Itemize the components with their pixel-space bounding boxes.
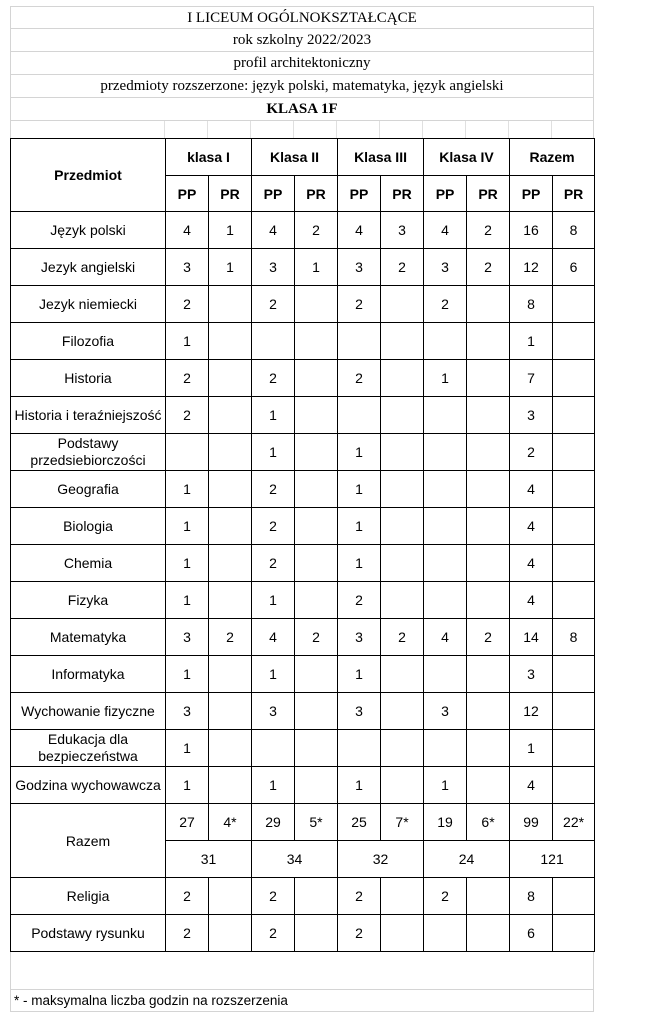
table-row — [11, 249, 595, 286]
hours-cell: 1 — [338, 434, 381, 471]
hours-cell — [209, 693, 252, 730]
total-hours-cell — [553, 730, 595, 767]
hours-cell — [295, 508, 338, 545]
hours-cell: 3 — [338, 249, 381, 286]
hours-cell: 4 — [338, 212, 381, 249]
total-hours-cell: 8 — [553, 619, 595, 656]
razem-label: Razem — [11, 804, 166, 878]
hours-cell — [295, 360, 338, 397]
hours-cell: 4 — [252, 619, 295, 656]
total-hours-cell — [553, 397, 595, 434]
hours-cell — [424, 323, 467, 360]
razem-value: 29 — [252, 804, 295, 841]
hours-cell — [295, 656, 338, 693]
subjects-table — [10, 138, 595, 952]
razem-value: 4* — [209, 804, 252, 841]
hours-cell — [295, 915, 338, 952]
hours-cell: 2 — [338, 915, 381, 952]
table-row — [11, 545, 595, 582]
hours-cell — [295, 730, 338, 767]
total-hours-cell: 3 — [510, 397, 553, 434]
hours-cell — [467, 360, 510, 397]
group-header: klasa I — [166, 139, 252, 176]
hours-cell: 2 — [338, 286, 381, 323]
subject-name: Podstawy przedsiebiorczości — [11, 434, 166, 471]
hours-cell — [381, 360, 424, 397]
hours-cell: 2 — [338, 360, 381, 397]
total-hours-cell: 7 — [510, 360, 553, 397]
razem-sum: 32 — [338, 841, 424, 878]
hours-cell: 2 — [252, 286, 295, 323]
hours-cell — [424, 545, 467, 582]
table-row — [11, 693, 595, 730]
hours-cell: 2 — [295, 212, 338, 249]
pr-header: PR — [295, 176, 338, 212]
total-hours-cell: 8 — [510, 286, 553, 323]
table-row — [11, 323, 595, 360]
total-hours-cell: 12 — [510, 249, 553, 286]
group-header: Razem — [510, 139, 595, 176]
school-name: I LICEUM OGÓLNOKSZTAŁCĄCE — [10, 6, 594, 29]
hours-cell: 1 — [338, 656, 381, 693]
hours-cell: 4 — [424, 212, 467, 249]
hours-cell: 1 — [166, 471, 209, 508]
subject-name: Podstawy rysunku — [11, 915, 166, 952]
hours-cell — [209, 508, 252, 545]
hours-cell: 1 — [252, 767, 295, 804]
pr-header: PR — [553, 176, 595, 212]
total-hours-cell — [553, 767, 595, 804]
pp-header: PP — [424, 176, 467, 212]
table-row — [11, 915, 595, 952]
table-row — [11, 767, 595, 804]
total-hours-cell: 4 — [510, 545, 553, 582]
hours-cell: 3 — [252, 249, 295, 286]
hours-cell — [295, 397, 338, 434]
subject-name: Historia i teraźniejszość — [11, 397, 166, 434]
hours-cell — [209, 582, 252, 619]
timetable-sheet — [10, 6, 594, 1012]
hours-cell: 2 — [252, 471, 295, 508]
hours-cell — [295, 323, 338, 360]
hours-cell: 3 — [381, 212, 424, 249]
hours-cell: 3 — [424, 249, 467, 286]
total-hours-cell: 6 — [553, 249, 595, 286]
hours-cell — [467, 508, 510, 545]
hours-cell: 4 — [166, 212, 209, 249]
subject-name: Historia — [11, 360, 166, 397]
hours-cell — [295, 286, 338, 323]
group-header: Klasa III — [338, 139, 424, 176]
hours-cell — [295, 434, 338, 471]
subject-name: Edukacja dla bezpieczeństwa — [11, 730, 166, 767]
hours-cell: 2 — [424, 878, 467, 915]
hours-cell — [381, 878, 424, 915]
total-hours-cell: 8 — [510, 878, 553, 915]
total-hours-cell: 8 — [553, 212, 595, 249]
subject-name: Fizyka — [11, 582, 166, 619]
hours-cell: 1 — [338, 545, 381, 582]
hours-cell — [295, 693, 338, 730]
hours-cell — [209, 545, 252, 582]
total-hours-cell — [553, 286, 595, 323]
table-row — [11, 656, 595, 693]
table-row — [11, 360, 595, 397]
hours-cell: 1 — [209, 249, 252, 286]
hours-cell — [338, 323, 381, 360]
hours-cell — [381, 582, 424, 619]
hours-cell: 1 — [166, 323, 209, 360]
total-hours-cell: 3 — [510, 656, 553, 693]
spacer-row — [10, 121, 594, 138]
total-hours-cell — [553, 915, 595, 952]
table-row — [11, 508, 595, 545]
hours-cell — [467, 582, 510, 619]
razem-value: 27 — [166, 804, 209, 841]
table-row — [11, 286, 595, 323]
hours-cell — [467, 545, 510, 582]
subject-name: Religia — [11, 878, 166, 915]
hours-cell: 3 — [166, 619, 209, 656]
razem-sum: 121 — [510, 841, 595, 878]
total-hours-cell — [553, 582, 595, 619]
hours-cell — [467, 397, 510, 434]
subject-name: Filozofia — [11, 323, 166, 360]
hours-cell — [381, 323, 424, 360]
hours-cell: 1 — [166, 656, 209, 693]
hours-cell — [295, 471, 338, 508]
hours-cell: 2 — [467, 619, 510, 656]
hours-cell — [252, 730, 295, 767]
total-hours-cell: 1 — [510, 323, 553, 360]
hours-cell: 2 — [252, 878, 295, 915]
razem-sum: 34 — [252, 841, 338, 878]
hours-cell: 3 — [338, 619, 381, 656]
class-profile: profil architektoniczny — [10, 52, 594, 75]
hours-cell: 1 — [166, 767, 209, 804]
subject-name: Geografia — [11, 471, 166, 508]
hours-cell — [424, 915, 467, 952]
hours-cell — [209, 730, 252, 767]
razem-value: 99 — [510, 804, 553, 841]
total-hours-cell — [553, 360, 595, 397]
hours-cell — [252, 323, 295, 360]
total-hours-cell — [553, 471, 595, 508]
total-hours-cell — [553, 545, 595, 582]
hours-cell — [166, 434, 209, 471]
razem-value: 5* — [295, 804, 338, 841]
total-hours-cell — [553, 434, 595, 471]
hours-cell — [424, 434, 467, 471]
group-header: Klasa IV — [424, 139, 510, 176]
table-row — [11, 730, 595, 767]
total-hours-cell — [553, 323, 595, 360]
hours-cell — [467, 323, 510, 360]
hours-cell: 4 — [424, 619, 467, 656]
hours-cell: 1 — [166, 730, 209, 767]
hours-cell — [338, 730, 381, 767]
hours-cell — [295, 767, 338, 804]
hours-cell — [295, 878, 338, 915]
subject-name: Biologia — [11, 508, 166, 545]
hours-cell: 2 — [252, 360, 295, 397]
total-hours-cell: 4 — [510, 508, 553, 545]
table-row — [11, 212, 595, 249]
hours-cell: 2 — [252, 508, 295, 545]
total-hours-cell — [553, 656, 595, 693]
hours-cell — [381, 545, 424, 582]
hours-cell — [381, 693, 424, 730]
hours-cell: 3 — [252, 693, 295, 730]
hours-cell — [209, 878, 252, 915]
razem-value: 22* — [553, 804, 595, 841]
total-hours-cell — [553, 878, 595, 915]
subject-name: Matematyka — [11, 619, 166, 656]
extended-subjects: przedmioty rozszerzone: język polski, matematyka, język angielski — [10, 75, 594, 98]
subject-name: Chemia — [11, 545, 166, 582]
table-row — [11, 878, 595, 915]
total-hours-cell — [553, 508, 595, 545]
hours-cell: 2 — [252, 545, 295, 582]
hours-cell: 2 — [467, 249, 510, 286]
total-hours-cell: 4 — [510, 767, 553, 804]
subject-name: Jezyk angielski — [11, 249, 166, 286]
pp-header: PP — [510, 176, 553, 212]
hours-cell — [467, 767, 510, 804]
hours-cell: 2 — [209, 619, 252, 656]
hours-cell: 1 — [209, 212, 252, 249]
hours-cell — [467, 878, 510, 915]
hours-cell: 2 — [338, 582, 381, 619]
hours-cell — [424, 508, 467, 545]
school-year: rok szkolny 2022/2023 — [10, 29, 594, 52]
hours-cell: 2 — [467, 212, 510, 249]
hours-cell — [424, 730, 467, 767]
hours-cell: 1 — [166, 582, 209, 619]
hours-cell — [209, 915, 252, 952]
class-title: KLASA 1F — [10, 98, 594, 121]
hours-cell — [381, 508, 424, 545]
hours-cell — [424, 656, 467, 693]
table-row — [11, 471, 595, 508]
hours-cell — [209, 360, 252, 397]
hours-cell: 4 — [252, 212, 295, 249]
hours-cell — [467, 471, 510, 508]
total-hours-cell: 14 — [510, 619, 553, 656]
hours-cell — [381, 915, 424, 952]
hours-cell: 2 — [166, 878, 209, 915]
hours-cell: 2 — [252, 915, 295, 952]
hours-cell — [209, 323, 252, 360]
razem-value: 25 — [338, 804, 381, 841]
hours-cell: 1 — [252, 582, 295, 619]
hours-cell: 1 — [252, 656, 295, 693]
hours-cell — [381, 767, 424, 804]
hours-cell: 1 — [252, 434, 295, 471]
hours-cell: 1 — [166, 508, 209, 545]
hours-cell — [381, 730, 424, 767]
hours-cell — [424, 397, 467, 434]
razem-value: 19 — [424, 804, 467, 841]
pr-header: PR — [467, 176, 510, 212]
hours-cell: 2 — [166, 286, 209, 323]
subject-name: Godzina wychowawcza — [11, 767, 166, 804]
total-hours-cell — [553, 693, 595, 730]
hours-cell — [467, 656, 510, 693]
hours-cell — [209, 767, 252, 804]
hours-cell — [381, 656, 424, 693]
hours-cell — [467, 693, 510, 730]
hours-cell: 2 — [166, 360, 209, 397]
hours-cell: 2 — [424, 286, 467, 323]
pp-header: PP — [166, 176, 209, 212]
total-hours-cell: 2 — [510, 434, 553, 471]
hours-cell — [338, 397, 381, 434]
total-hours-cell: 6 — [510, 915, 553, 952]
hours-cell: 1 — [338, 508, 381, 545]
table-row — [11, 582, 595, 619]
hours-cell — [467, 915, 510, 952]
hours-cell: 2 — [381, 249, 424, 286]
hours-cell: 1 — [166, 545, 209, 582]
pp-header: PP — [338, 176, 381, 212]
table-row — [11, 434, 595, 471]
hours-cell: 2 — [166, 915, 209, 952]
subject-name: Informatyka — [11, 656, 166, 693]
total-hours-cell: 12 — [510, 693, 553, 730]
razem-sum: 24 — [424, 841, 510, 878]
hours-cell: 2 — [338, 878, 381, 915]
hours-cell — [209, 286, 252, 323]
hours-cell — [295, 582, 338, 619]
hours-cell — [467, 434, 510, 471]
pp-header: PP — [252, 176, 295, 212]
pr-header: PR — [381, 176, 424, 212]
table-row — [11, 619, 595, 656]
hours-cell — [295, 545, 338, 582]
pr-header: PR — [209, 176, 252, 212]
razem-value: 7* — [381, 804, 424, 841]
subject-name: Jezyk niemiecki — [11, 286, 166, 323]
hours-cell: 1 — [252, 397, 295, 434]
subject-name: Wychowanie fizyczne — [11, 693, 166, 730]
hours-cell — [467, 286, 510, 323]
subject-name: Język polski — [11, 212, 166, 249]
blank-footer-row — [10, 952, 594, 990]
total-hours-cell: 4 — [510, 582, 553, 619]
hours-cell — [424, 582, 467, 619]
hours-cell: 2 — [381, 619, 424, 656]
hours-cell — [381, 397, 424, 434]
total-hours-cell: 16 — [510, 212, 553, 249]
hours-cell — [209, 656, 252, 693]
total-hours-cell: 1 — [510, 730, 553, 767]
total-hours-cell: 4 — [510, 471, 553, 508]
hours-cell: 2 — [166, 397, 209, 434]
hours-cell: 1 — [424, 360, 467, 397]
hours-cell — [424, 471, 467, 508]
hours-cell: 3 — [166, 693, 209, 730]
table-row — [11, 397, 595, 434]
razem-sum: 31 — [166, 841, 252, 878]
hours-cell — [209, 471, 252, 508]
hours-cell: 1 — [295, 249, 338, 286]
razem-value: 6* — [467, 804, 510, 841]
hours-cell — [381, 286, 424, 323]
hours-cell — [209, 397, 252, 434]
hours-cell — [381, 471, 424, 508]
hours-cell: 1 — [338, 471, 381, 508]
hours-cell: 1 — [424, 767, 467, 804]
hours-cell — [467, 730, 510, 767]
hours-cell: 2 — [295, 619, 338, 656]
hours-cell: 3 — [338, 693, 381, 730]
subject-header: Przedmiot — [11, 139, 166, 212]
hours-cell: 3 — [166, 249, 209, 286]
group-header: Klasa II — [252, 139, 338, 176]
hours-cell — [381, 434, 424, 471]
hours-cell: 1 — [338, 767, 381, 804]
footnote: * - maksymalna liczba godzin na rozszerzenia — [10, 990, 594, 1012]
hours-cell — [209, 434, 252, 471]
hours-cell: 3 — [424, 693, 467, 730]
